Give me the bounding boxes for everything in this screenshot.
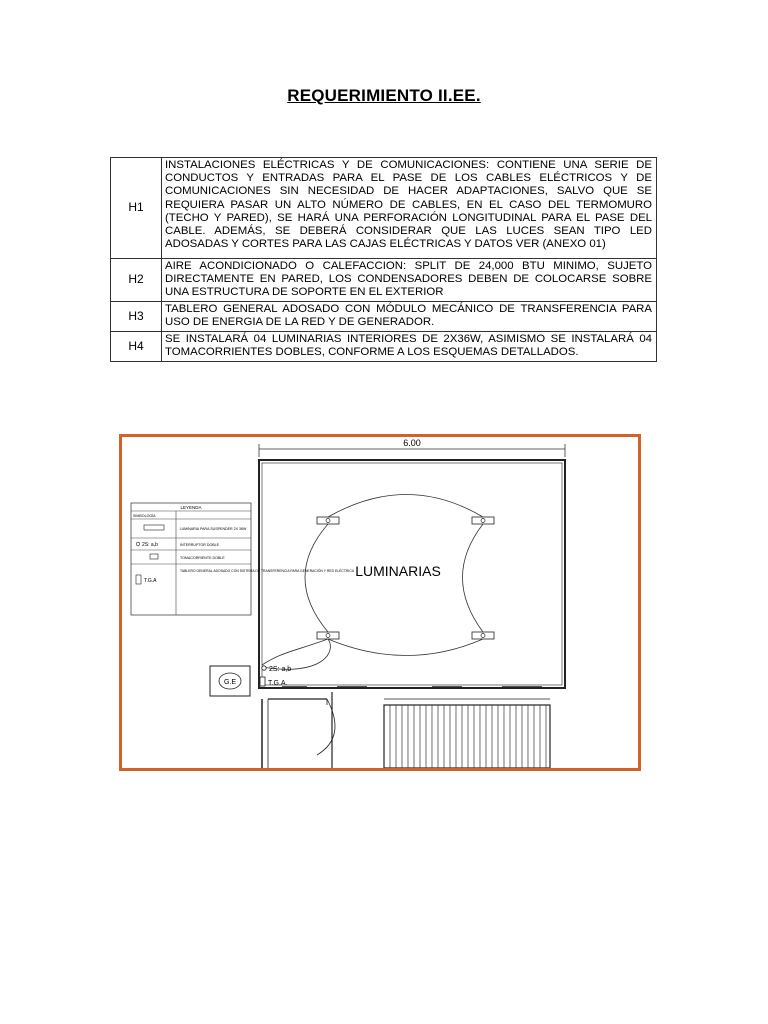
board-label: T.G.A.	[268, 680, 288, 687]
door	[262, 692, 335, 768]
luminaire-symbol	[472, 517, 494, 524]
wiring-arcs	[262, 495, 483, 670]
legend-luminaire-icon	[144, 525, 164, 530]
luminaire-symbol	[317, 517, 339, 524]
switch-symbol	[262, 666, 266, 670]
floor-plan-drawing	[122, 437, 638, 768]
legend-item-text: TABLERO GENERAL ADOSADO CON SISTEMA DE TRANSFERENCIA PARA GENERACIÓN Y RED ELÉCTRICA	[180, 569, 355, 573]
legend-header: LEYENDA	[180, 505, 202, 510]
dimension-label: 6.00	[403, 438, 421, 448]
legend-item-text: LUMINARIA PARA SUSPENDER 2X 36W	[179, 527, 247, 531]
legend-board-icon	[136, 575, 141, 584]
luminaire-symbol	[472, 632, 494, 639]
legend-outlet-icon	[150, 554, 158, 559]
requirement-text: INSTALACIONES ELÉCTRICAS Y DE COMUNICACIONES: CONTIENE UNA SERIE DE CONDUCTOS Y ENTRADAS PARA EL PASE DE LOS CABLES ELÉCTRICOS Y DE COMUNICACIONES SIN NECESIDAD DE HACER ADAPTACIONES, SALVO QUE SE REQUIERA PASAR UN ALTO NÚMERO DE CABLES, EN EL CASO DEL TERMOMURO (TECHO Y PARED), SE HARÁ UNA PERFORACIÓN LONGITUDINAL PARA EL PASE DEL CABLE. ADEMÁS, SE DEBERÁ CONSIDERAR QUE LAS LUCES SEAN TIPO LED ADOSADAS Y CORTES PARA LAS CAJAS ELÉCTRICAS Y DATOS VER (ANEXO 01)	[162, 158, 657, 259]
table-row	[111, 259, 657, 302]
legend-item-symbol: T.G.A	[144, 578, 157, 584]
requirement-code: H4	[111, 332, 162, 362]
generator-label: G.E	[223, 679, 237, 686]
table-row	[111, 158, 657, 259]
requirement-text: TABLERO GENERAL ADOSADO CON MÓDULO MECÁNICO DE TRANSFERENCIA PARA USO DE ENERGIA DE LA RED Y DE GENERADOR.	[162, 302, 657, 332]
legend-subheader: SIMBOLOGÍA	[133, 514, 156, 518]
floor-plan	[119, 434, 641, 771]
legend-item-text: INTERRUPTOR DOBLE	[180, 543, 220, 547]
luminaire-symbol	[317, 632, 339, 639]
requirement-text: SE INSTALARÁ 04 LUMINARIAS INTERIORES DE 2X36W, ASIMISMO SE INSTALARÁ 04 TOMACORRIENTES DOBLES, CONFORME A LOS ESQUEMAS DETALLADOS.	[162, 332, 657, 362]
table-row	[111, 332, 657, 362]
legend-item-text: TOMACORRIENTE DOBLE	[180, 556, 225, 560]
requirement-code: H2	[111, 259, 162, 302]
board-symbol	[260, 677, 265, 686]
legend-item-symbol: 2S: a,b	[142, 542, 158, 548]
requirements-table	[110, 157, 657, 362]
switch-label: 2S: a,b	[269, 666, 292, 673]
legend-switch-icon	[136, 542, 140, 546]
requirement-code: H1	[111, 158, 162, 259]
table-row	[111, 302, 657, 332]
requirement-text: AIRE ACONDICIONADO O CALEFACCION: SPLIT DE 24,000 BTU MINIMO, SUJETO DIRECTAMENTE EN PARED, LOS CONDENSADORES DEBEN DE COLOCARSE SOBRE UNA ESTRUCTURA DE SOPORTE EN EL EXTERIOR	[162, 259, 657, 302]
room-label: LUMINARIAS	[355, 563, 441, 579]
stairs	[384, 699, 550, 768]
requirement-code: H3	[111, 302, 162, 332]
document-title: REQUERIMIENTO II.EE.	[287, 86, 481, 105]
stair-treads	[390, 705, 546, 768]
